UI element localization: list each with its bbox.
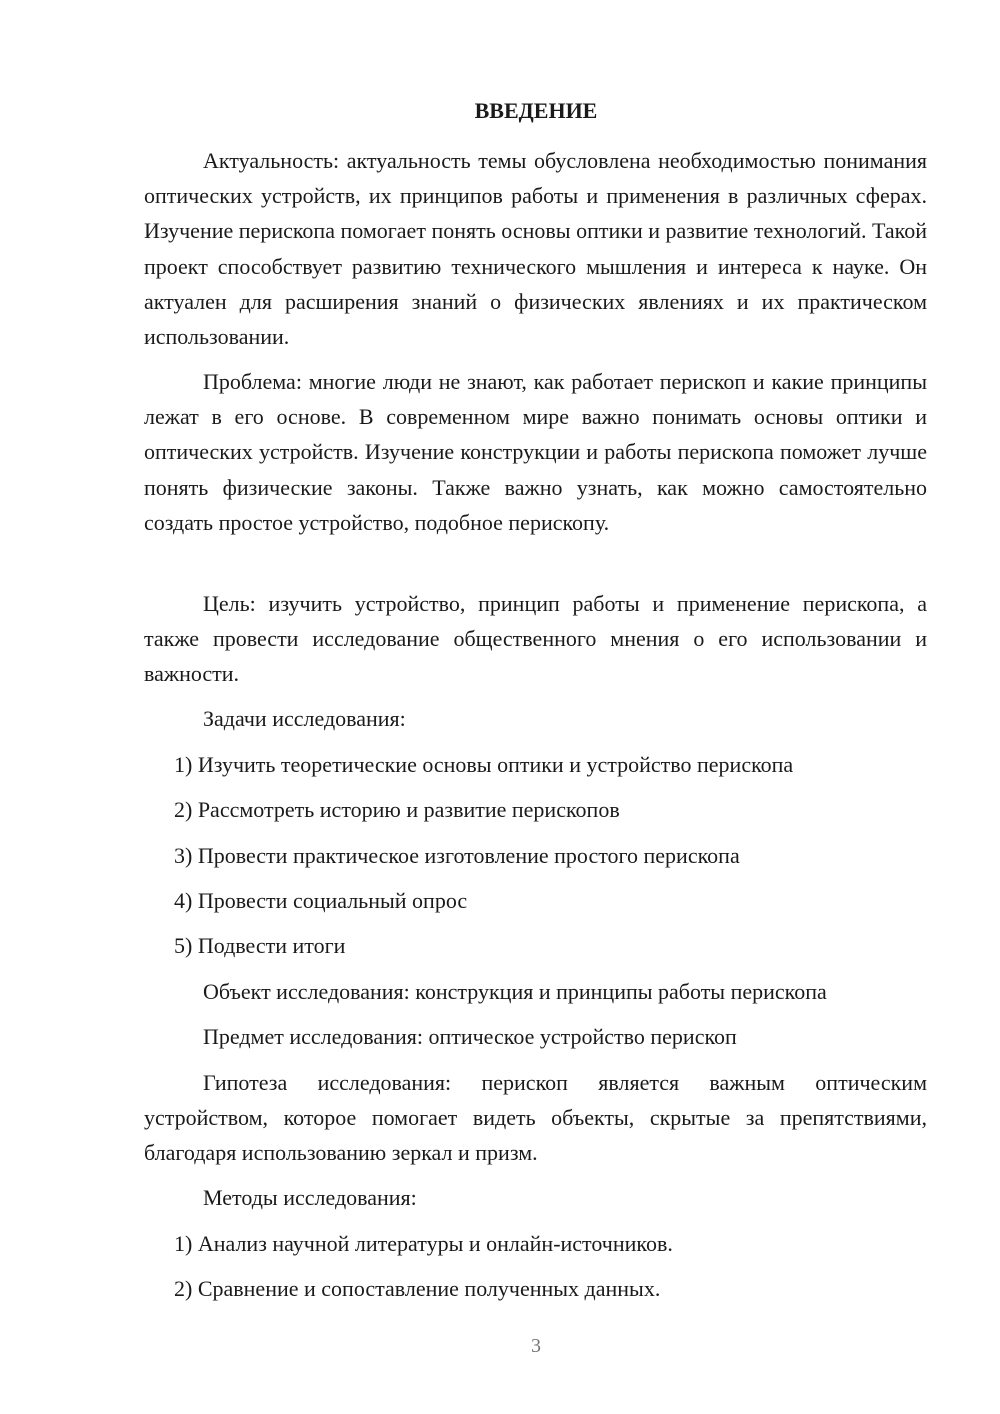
object-line: Объект исследования: конструкция и принципы работы перископа [203,979,827,1004]
task-item: 3) Провести практическое изготовление простого перископа [174,843,740,868]
task-item: 2) Рассмотреть историю и развитие перископов [174,797,620,822]
task-item: 1) Изучить теоретические основы оптики и устройство перископа [174,752,794,777]
methods-heading: Методы исследования: [203,1185,417,1210]
page-number: 3 [531,1335,541,1357]
method-item: 1) Анализ научной литературы и онлайн-источников. [174,1231,673,1256]
task-item: 5) Подвести итоги [174,933,346,958]
relevance-paragraph: Актуальность: актуальность темы обусловлена необходимостью понимания оптических устройств, их принципов работы и применения в различных сферах. Изучение перископа помогает понять основы оптики и развитие технологий. Такой проект способствует развитию технического мышления и интереса к науке. Он актуален для расширения знаний о физических явлениях и их практическом использовании. [144,148,927,350]
method-item: 2) Сравнение и сопоставление полученных данных. [174,1276,661,1301]
problem-paragraph: Проблема: многие люди не знают, как работает перископ и какие принципы лежат в его основе. В современном мире важно понимать основы оптики и оптических устройств. Изучение конструкции и работы перископа поможет лучше понять физические законы. Также важно узнать, как можно самостоятельно создать простое устройство, подобное перископу. [144,369,927,535]
goal-paragraph: Цель: изучить устройство, принцип работы и применение перископа, а также провести исследование общественного мнения о его использовании и важности. [144,591,927,687]
subject-line: Предмет исследования: оптическое устройство перископ [203,1024,737,1049]
hypothesis-paragraph: Гипотеза исследования: перископ является важным оптическим устройством, которое помогает видеть объекты, скрытые за препятствиями, благодаря использованию зеркал и призм. [144,1070,927,1166]
tasks-heading: Задачи исследования: [203,706,406,731]
page-title: ВВЕДЕНИЕ [474,98,598,123]
task-item: 4) Провести социальный опрос [174,888,468,913]
